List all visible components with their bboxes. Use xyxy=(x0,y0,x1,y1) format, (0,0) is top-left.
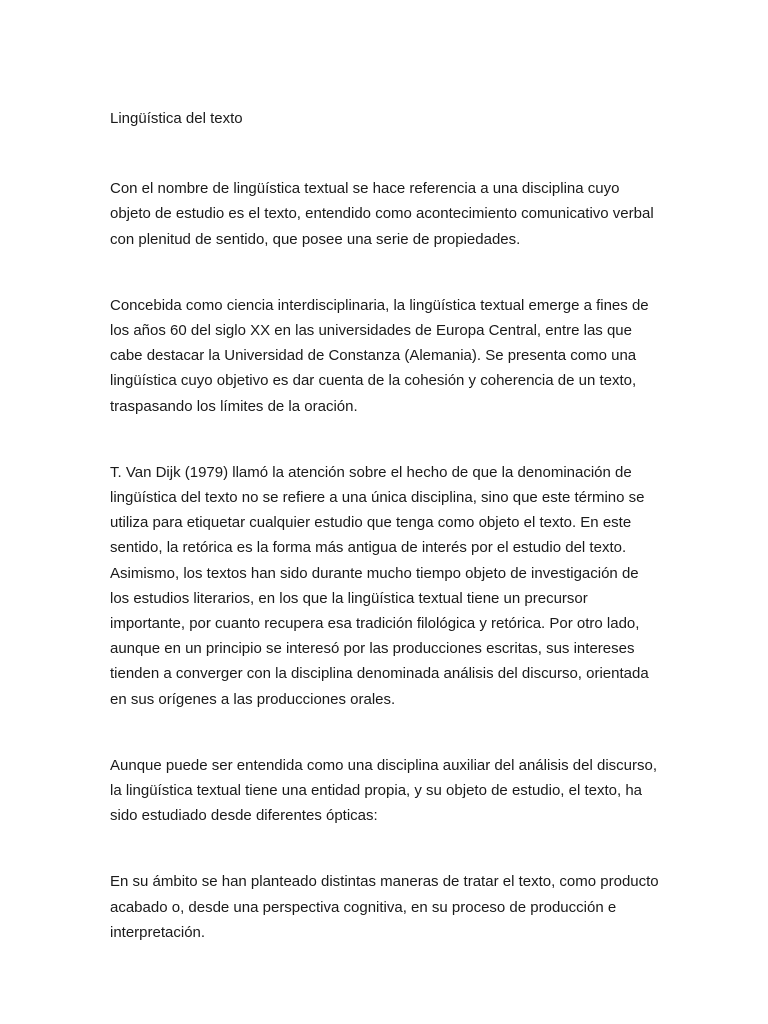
paragraph-line: importante, por cuanto recupera esa tradición filológica y retórica. Por otro lado, xyxy=(110,615,640,633)
paragraph-line: lingüística del texto no se refiere a una única disciplina, sino que este término se xyxy=(110,489,645,507)
paragraph-line: la lingüística textual tiene una entidad propia, y su objeto de estudio, el texto, ha xyxy=(110,782,643,800)
paragraph-line: cabe destacar la Universidad de Constanza (Alemania). Se presenta como una xyxy=(110,347,637,365)
paragraph-line: los años 60 del siglo XX en las universidades de Europa Central, entre las que xyxy=(110,322,632,340)
paragraph-line: utiliza para etiquetar cualquier estudio que tenga como objeto el texto. En este xyxy=(110,514,632,532)
paragraph-line: aunque en un principio se interesó por las producciones escritas, sus intereses xyxy=(110,640,635,658)
paragraph-5 xyxy=(110,869,670,945)
paragraph-line: T. Van Dijk (1979) llamó la atención sobre el hecho de que la denominación de xyxy=(110,463,632,481)
paragraph-line: tienden a converger con la disciplina denominada análisis del discurso, orientada xyxy=(110,665,649,683)
paragraph-line: Concebida como ciencia interdisciplinaria, la lingüística textual emerge a fines de xyxy=(110,296,649,314)
document-page xyxy=(110,106,670,986)
paragraph-line: sentido, la retórica es la forma más antigua de interés por el estudio del texto. xyxy=(110,539,627,557)
paragraph-line: con plenitud de sentido, que posee una serie de propiedades. xyxy=(110,230,521,248)
paragraph-line: Aunque puede ser entendida como una disciplina auxiliar del análisis del discurso, xyxy=(110,756,658,774)
paragraph-line: los estudios literarios, en los que la lingüística textual tiene un precursor xyxy=(110,589,588,607)
paragraph-line: En su ámbito se han planteado distintas maneras de tratar el texto, como producto xyxy=(110,873,659,891)
paragraph-line: sido estudiado desde diferentes ópticas: xyxy=(110,807,378,825)
paragraph-2 xyxy=(110,293,670,419)
paragraph-line: traspasando los límites de la oración. xyxy=(110,397,358,415)
paragraph-line: acabado o, desde una perspectiva cognitiva, en su proceso de producción e xyxy=(110,898,617,916)
paragraph-line: Con el nombre de lingüística textual se hace referencia a una disciplina cuyo xyxy=(110,180,620,198)
paragraph-line: lingüística cuyo objetivo es dar cuenta de la cohesión y coherencia de un texto, xyxy=(110,372,637,390)
paragraph-line: en sus orígenes a las producciones orales. xyxy=(110,690,396,708)
paragraph-line: Asimismo, los textos han sido durante mucho tiempo objeto de investigación de xyxy=(110,564,639,582)
paragraph-1 xyxy=(110,176,670,252)
paragraph-3 xyxy=(110,460,670,712)
paragraph-4 xyxy=(110,753,670,829)
document-title: Lingüística del texto xyxy=(110,110,243,127)
paragraph-line: objeto de estudio es el texto, entendido como acontecimiento comunicativo verbal xyxy=(110,205,654,223)
paragraph-line: interpretación. xyxy=(110,923,206,941)
